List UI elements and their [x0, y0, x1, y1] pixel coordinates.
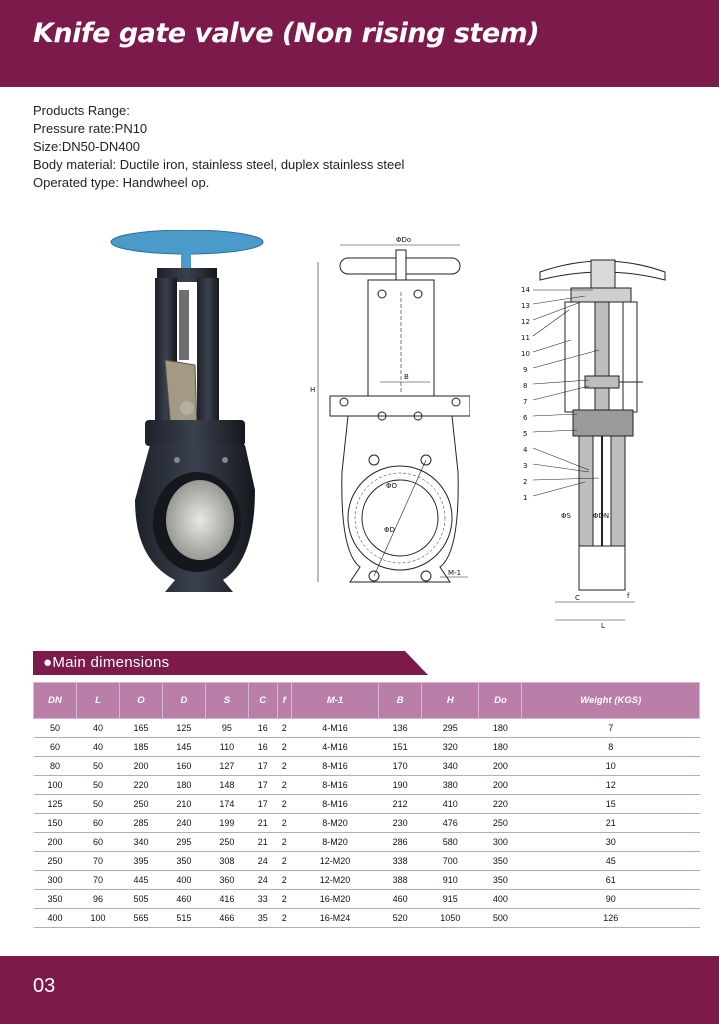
table-cell: 410 [422, 795, 479, 814]
table-cell: 40 [76, 719, 119, 738]
table-cell: 400 [162, 871, 205, 890]
dim-d: ΦD [384, 526, 395, 534]
table-cell: 15 [522, 795, 700, 814]
table-cell: 100 [34, 776, 77, 795]
info-line: Size:DN50-DN400 [33, 139, 140, 154]
main-dimensions-header [33, 651, 428, 675]
part-number: 5 [523, 430, 528, 438]
table-cell: 180 [479, 738, 522, 757]
table-cell: 70 [76, 871, 119, 890]
table-cell: 250 [479, 814, 522, 833]
section-title: ●Main dimensions [43, 654, 170, 671]
column-header: O [119, 683, 162, 719]
table-cell: 60 [34, 738, 77, 757]
dim-c: C [575, 594, 580, 602]
table-cell: 200 [119, 757, 162, 776]
table-cell: 12-M20 [291, 852, 378, 871]
table-cell: 910 [422, 871, 479, 890]
table-cell: 2 [277, 852, 291, 871]
column-header: S [205, 683, 248, 719]
table-cell: 445 [119, 871, 162, 890]
table-cell: 4-M16 [291, 738, 378, 757]
table-cell: 300 [34, 871, 77, 890]
page-title: Knife gate valve (Non rising stem) [33, 18, 540, 49]
table-cell: 21 [248, 814, 277, 833]
table-cell: 400 [479, 890, 522, 909]
table-cell: 286 [379, 833, 422, 852]
side-view-drawing [515, 250, 675, 630]
table-cell: 80 [34, 757, 77, 776]
table-cell: 500 [479, 909, 522, 928]
table-cell: 240 [162, 814, 205, 833]
table-cell: 8 [522, 738, 700, 757]
page-number: 03 [33, 975, 56, 997]
table-cell: 2 [277, 719, 291, 738]
table-cell: 565 [119, 909, 162, 928]
table-cell: 199 [205, 814, 248, 833]
info-line: Pressure rate:PN10 [33, 121, 148, 136]
table-cell: 125 [34, 795, 77, 814]
part-number: 3 [523, 462, 528, 470]
part-number: 14 [521, 286, 530, 294]
product-info [33, 102, 404, 192]
table-cell: 515 [162, 909, 205, 928]
table-cell: 96 [76, 890, 119, 909]
table-cell: 12-M20 [291, 871, 378, 890]
column-header: D [162, 683, 205, 719]
table-cell: 200 [34, 833, 77, 852]
table-row [34, 757, 700, 776]
table-cell: 350 [34, 890, 77, 909]
table-cell: 110 [205, 738, 248, 757]
table-cell: 16 [248, 719, 277, 738]
table-row [34, 833, 700, 852]
table-cell: 50 [34, 719, 77, 738]
table-cell: 4-M16 [291, 719, 378, 738]
table-cell: 350 [479, 852, 522, 871]
table-cell: 100 [76, 909, 119, 928]
table-row [34, 795, 700, 814]
dim-b: B [404, 373, 409, 381]
table-cell: 520 [379, 909, 422, 928]
dimensions-table [33, 682, 700, 928]
table-cell: 24 [248, 852, 277, 871]
table-cell: 180 [479, 719, 522, 738]
table-cell: 145 [162, 738, 205, 757]
table-cell: 340 [119, 833, 162, 852]
table-cell: 21 [248, 833, 277, 852]
table-cell: 285 [119, 814, 162, 833]
table-cell: 17 [248, 795, 277, 814]
table-cell: 308 [205, 852, 248, 871]
table-cell: 1050 [422, 909, 479, 928]
table-cell: 320 [422, 738, 479, 757]
table-cell: 250 [205, 833, 248, 852]
table-cell: 8-M20 [291, 833, 378, 852]
table-cell: 90 [522, 890, 700, 909]
table-cell: 45 [522, 852, 700, 871]
part-number: 7 [523, 398, 528, 406]
table-cell: 220 [479, 795, 522, 814]
part-number: 12 [521, 318, 530, 326]
table-cell: 8-M20 [291, 814, 378, 833]
table-cell: 2 [277, 795, 291, 814]
table-cell: 400 [34, 909, 77, 928]
table-cell: 212 [379, 795, 422, 814]
table-cell: 136 [379, 719, 422, 738]
dim-l: L [601, 622, 605, 630]
part-number: 2 [523, 478, 528, 486]
part-number: 6 [523, 414, 528, 422]
part-number: 13 [521, 302, 530, 310]
table-cell: 70 [76, 852, 119, 871]
table-cell: 7 [522, 719, 700, 738]
table-row [34, 719, 700, 738]
part-number: 8 [523, 382, 528, 390]
info-line: Products Range: [33, 103, 130, 118]
table-row [34, 814, 700, 833]
table-cell: 915 [422, 890, 479, 909]
table-cell: 30 [522, 833, 700, 852]
table-cell: 170 [379, 757, 422, 776]
table-cell: 8-M16 [291, 757, 378, 776]
table-cell: 160 [162, 757, 205, 776]
dim-h: H [310, 386, 316, 394]
table-cell: 380 [422, 776, 479, 795]
dim-f: f [627, 592, 630, 600]
table-cell: 360 [205, 871, 248, 890]
table-cell: 200 [479, 757, 522, 776]
table-cell: 250 [119, 795, 162, 814]
column-header: Weight (KGS) [522, 683, 700, 719]
table-cell: 460 [162, 890, 205, 909]
table-row [34, 871, 700, 890]
column-header: f [277, 683, 291, 719]
table-cell: 2 [277, 890, 291, 909]
dim-o: ΦO [386, 482, 398, 490]
table-cell: 148 [205, 776, 248, 795]
front-view-drawing [300, 232, 470, 627]
column-header: L [76, 683, 119, 719]
table-cell: 50 [76, 795, 119, 814]
table-cell: 220 [119, 776, 162, 795]
table-cell: 60 [76, 814, 119, 833]
table-row [34, 890, 700, 909]
table-cell: 40 [76, 738, 119, 757]
table-cell: 505 [119, 890, 162, 909]
info-line: Operated type: Handwheel op. [33, 175, 210, 190]
table-cell: 16-M20 [291, 890, 378, 909]
table-cell: 2 [277, 757, 291, 776]
table-cell: 476 [422, 814, 479, 833]
column-header: Do [479, 683, 522, 719]
table-cell: 340 [422, 757, 479, 776]
table-cell: 95 [205, 719, 248, 738]
table-row [34, 852, 700, 871]
part-number: 1 [523, 494, 528, 502]
table-cell: 165 [119, 719, 162, 738]
table-cell: 350 [162, 852, 205, 871]
table-cell: 250 [34, 852, 77, 871]
table-cell: 8-M16 [291, 776, 378, 795]
table-cell: 185 [119, 738, 162, 757]
table-cell: 295 [162, 833, 205, 852]
table-cell: 50 [76, 776, 119, 795]
dim-m1: M-1 [448, 569, 462, 577]
table-cell: 2 [277, 776, 291, 795]
table-cell: 8-M16 [291, 795, 378, 814]
table-cell: 388 [379, 871, 422, 890]
table-cell: 200 [479, 776, 522, 795]
table-cell: 190 [379, 776, 422, 795]
table-cell: 2 [277, 814, 291, 833]
table-cell: 230 [379, 814, 422, 833]
table-cell: 2 [277, 909, 291, 928]
part-number: 10 [521, 350, 530, 358]
table-cell: 338 [379, 852, 422, 871]
table-row [34, 776, 700, 795]
table-header-row [34, 683, 700, 719]
table-cell: 16-M24 [291, 909, 378, 928]
column-header: DN [34, 683, 77, 719]
table-cell: 2 [277, 738, 291, 757]
column-header: H [422, 683, 479, 719]
table-cell: 150 [34, 814, 77, 833]
table-cell: 2 [277, 833, 291, 852]
table-cell: 174 [205, 795, 248, 814]
table-cell: 295 [422, 719, 479, 738]
table-cell: 33 [248, 890, 277, 909]
valve-photo [105, 230, 285, 610]
table-cell: 2 [277, 871, 291, 890]
table-cell: 395 [119, 852, 162, 871]
table-cell: 460 [379, 890, 422, 909]
table-cell: 16 [248, 738, 277, 757]
table-cell: 17 [248, 776, 277, 795]
title-banner [0, 0, 719, 87]
table-cell: 24 [248, 871, 277, 890]
dim-do: ΦDo [396, 236, 412, 244]
table-cell: 60 [76, 833, 119, 852]
table-cell: 350 [479, 871, 522, 890]
table-cell: 35 [248, 909, 277, 928]
table-cell: 210 [162, 795, 205, 814]
info-line: Body material: Ductile iron, stainless steel, duplex stainless steel [33, 157, 405, 172]
table-cell: 17 [248, 757, 277, 776]
table-row [34, 738, 700, 757]
dim-dn: ΦDN [593, 512, 610, 520]
table-cell: 300 [479, 833, 522, 852]
table-cell: 50 [76, 757, 119, 776]
dim-s: ΦS [561, 512, 571, 520]
table-cell: 61 [522, 871, 700, 890]
table-row [34, 909, 700, 928]
table-cell: 151 [379, 738, 422, 757]
part-number: 9 [523, 366, 528, 374]
table-cell: 127 [205, 757, 248, 776]
column-header: B [379, 683, 422, 719]
table-cell: 126 [522, 909, 700, 928]
footer-banner [0, 956, 719, 1024]
table-cell: 466 [205, 909, 248, 928]
table-cell: 125 [162, 719, 205, 738]
column-header: C [248, 683, 277, 719]
part-number: 4 [523, 446, 528, 454]
table-cell: 21 [522, 814, 700, 833]
table-cell: 416 [205, 890, 248, 909]
table-cell: 180 [162, 776, 205, 795]
table-cell: 580 [422, 833, 479, 852]
table-cell: 700 [422, 852, 479, 871]
column-header: M-1 [291, 683, 378, 719]
table-cell: 12 [522, 776, 700, 795]
part-number: 11 [521, 334, 530, 342]
table-cell: 10 [522, 757, 700, 776]
